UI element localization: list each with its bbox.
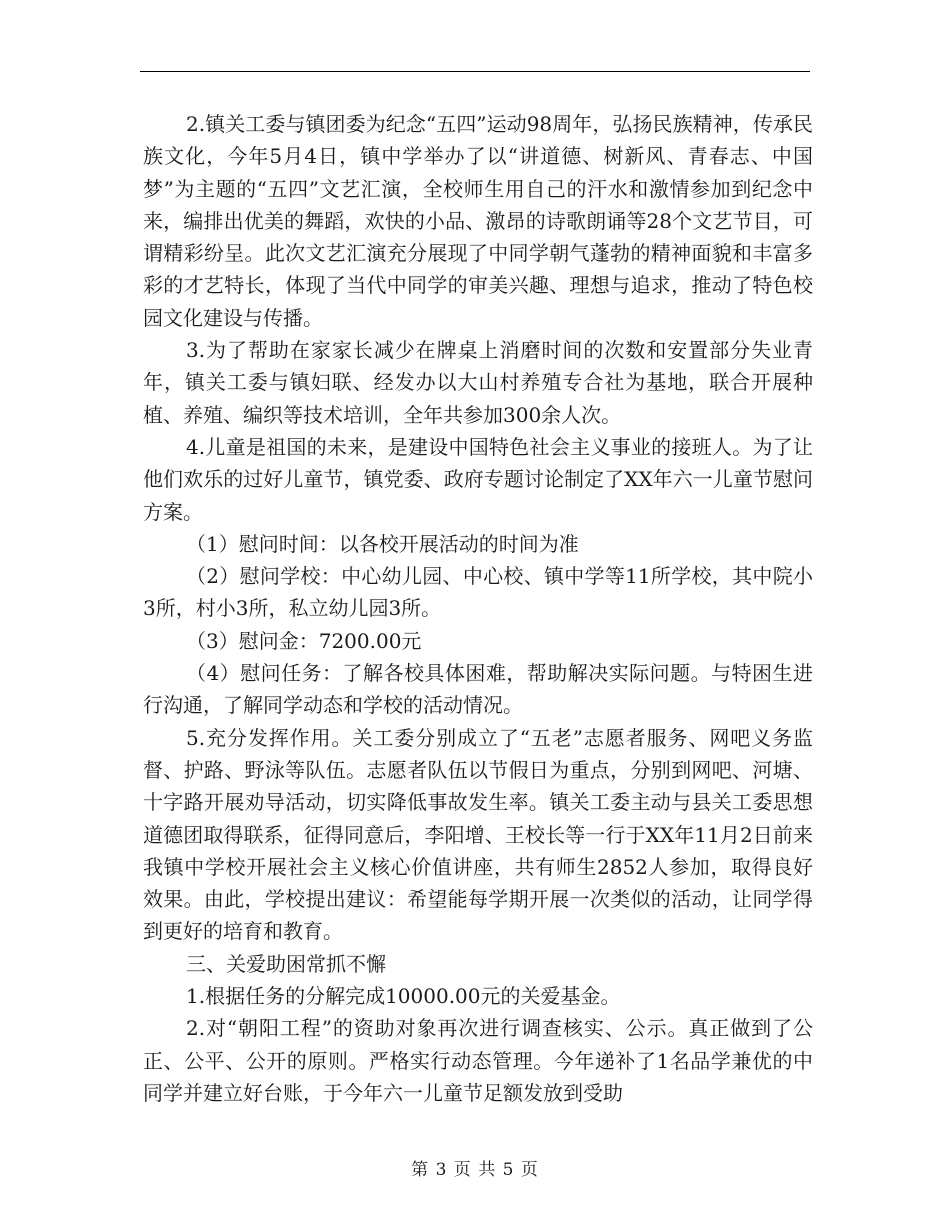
paragraph-item-4: 4.儿童是祖国的未来，是建设中国特色社会主义事业的接班人。为了让他们欢乐的过好儿童节，镇党委、政府专题讨论制定了XX年六一儿童节慰问方案。 [143, 434, 813, 524]
page-footer: 第 3 页 共 5 页 [411, 1160, 539, 1180]
paragraph-subitem-4: （4）慰问任务：了解各校具体困难，帮助解决实际问题。与特困生进行沟通，了解同学动态和学校的活动情况。 [143, 661, 813, 718]
paragraph-section3-item-1: 1.根据任务的分解完成10000.00元的关爱基金。 [186, 984, 621, 1009]
header-rule [140, 71, 810, 72]
paragraph-item-5: 5.充分发挥作用。关工委分别成立了“五老”志愿者服务、网吧义务监督、护路、野泳等队伍。志愿者队伍以节假日为重点，分别到网吧、河塘、十字路开展劝导活动，切实降低事故发生率。镇关工委主动与县关工委思想道德团取得联系，征得同意后，李阳增、王校长等一行于XX年11月2日前来我镇中学校开展社会主义核心价值讲座，共有师生2852人参加，取得良好效果。由此，学校提出建议：希望能每学期开展一次类似的活动，让同学得到更好的培育和教育。 [143, 725, 813, 944]
paragraph-item-3: 3.为了帮助在家家长减少在牌桌上消磨时间的次数和安置部分失业青年，镇关工委与镇妇联、经发办以大山村养殖专合社为基地，联合开展种植、养殖、编织等技术培训，全年共参加300余人次。 [143, 338, 813, 427]
paragraph-item-2: 2.镇关工委与镇团委为纪念“五四”运动98周年，弘扬民族精神，传承民族文化，今年5月4日，镇中学举办了以“讲道德、树新风、青春志、中国梦”为主题的“五四”文艺汇演，全校师生用自己的汗水和激情参加到纪念中来，编排出优美的舞蹈，欢快的小品、激昂的诗歌朗诵等28个文艺节目，可谓精彩纷呈。此次文艺汇演充分展现了中同学朝气蓬勃的精神面貌和丰富多彩的才艺特长，体现了当代中同学的审美兴趣、理想与追求，推动了特色校园文化建设与传播。 [143, 112, 813, 330]
section-heading: 三、关爱助困常抓不懈 [186, 951, 386, 976]
paragraph-subitem-3: （3）慰问金：7200.00元 [186, 628, 422, 653]
body-text [143, 108, 813, 1109]
paragraph-section3-item-2: 2.对“朝阳工程”的资助对象再次进行调查核实、公示。真正做到了公正、公平、公开的原则。严格实行动态管理。今年递补了1名品学兼优的中同学并建立好台账，于今年六一儿童节足额发放到受助 [143, 1016, 813, 1105]
paragraph-subitem-1: （1）慰问时间：以各校开展活动的时间为准 [186, 531, 579, 556]
paragraph-subitem-2: （2）慰问学校：中心幼儿园、中心校、镇中学等11所学校，其中院小3所，村小3所，私立幼儿园3所。 [143, 564, 813, 621]
